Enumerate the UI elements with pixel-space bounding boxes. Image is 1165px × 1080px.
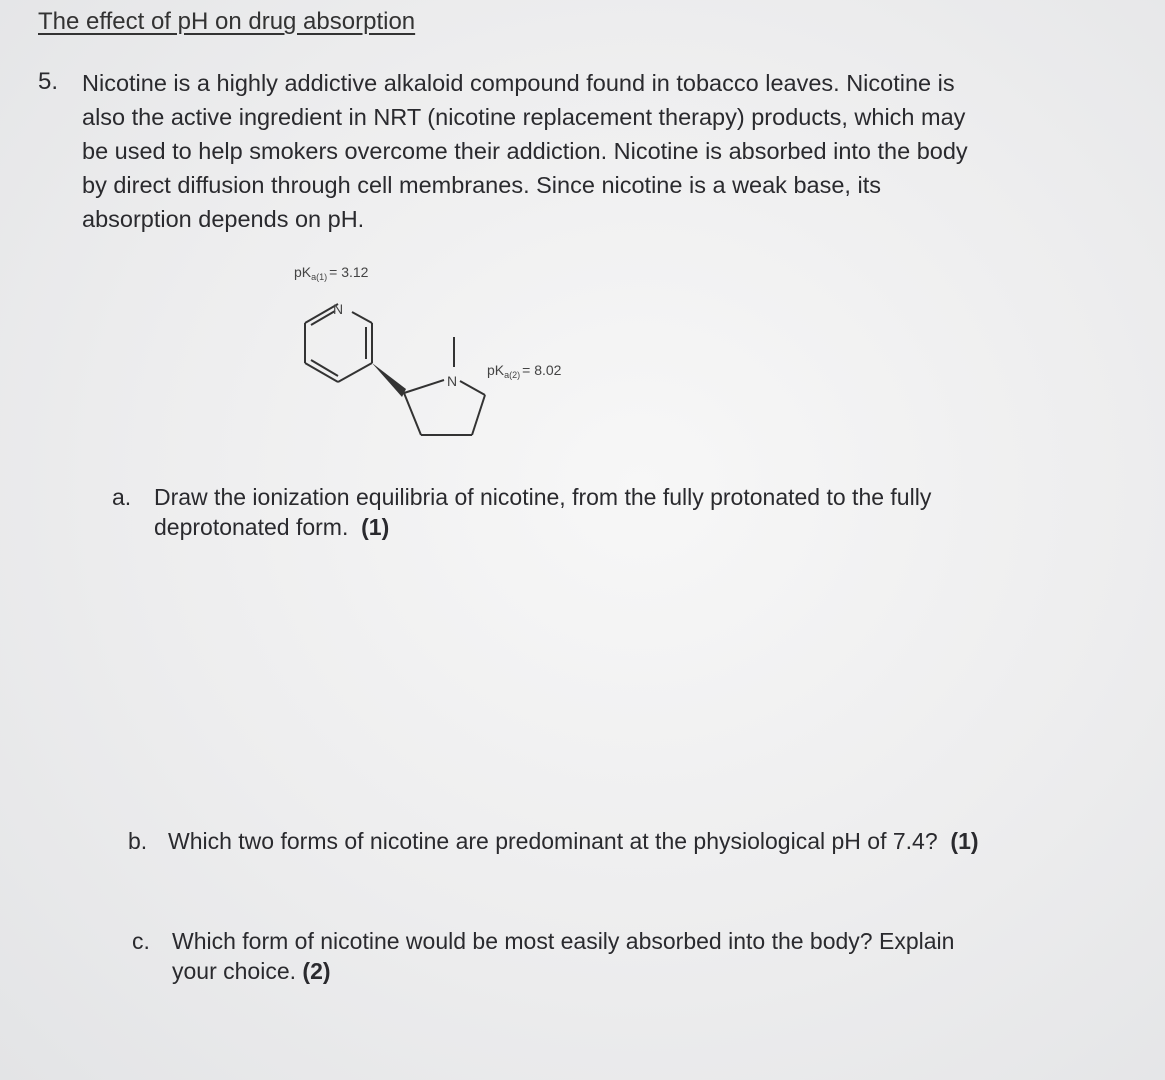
part-a-label: a. bbox=[112, 484, 132, 510]
pka1-label: $pK_{a(1)} = 3.12$ bbox=[294, 264, 369, 282]
intro-line: absorption depends on pH. bbox=[82, 206, 365, 232]
part-c-marks: (2) bbox=[302, 958, 331, 984]
part-c-line: your choice. bbox=[172, 958, 297, 984]
pyridine-n: N bbox=[332, 301, 344, 317]
pka2-label: $pK_{a(2)} = 8.02$ bbox=[487, 362, 562, 380]
question-number: 5. bbox=[38, 68, 59, 95]
intro-line: by direct diffusion through cell membranes. Since nicotine is a weak base, its bbox=[82, 172, 881, 198]
part-a-marks: (1) bbox=[361, 514, 390, 540]
intro-line: be used to help smokers overcome their addiction. Nicotine is absorbed into the body bbox=[82, 138, 968, 164]
wedge-bond bbox=[372, 363, 406, 397]
pyrrolidine-n: N bbox=[446, 373, 458, 389]
part-c-line: Which form of nicotine would be most easily absorbed into the body? Explain bbox=[172, 928, 955, 954]
part-b-marks: (1) bbox=[950, 828, 979, 854]
intro-line: also the active ingredient in NRT (nicotine replacement therapy) products, which may bbox=[82, 104, 966, 130]
nicotine-structure bbox=[280, 255, 610, 455]
pyrrolidine-ring bbox=[404, 337, 485, 435]
intro-line: Nicotine is a highly addictive alkaloid compound found in tobacco leaves. Nicotine is bbox=[82, 70, 955, 96]
part-a-line: deprotonated form. bbox=[154, 514, 349, 540]
part-c-label: c. bbox=[132, 928, 150, 954]
part-a-line: Draw the ionization equilibria of nicotine, from the fully protonated to the fully bbox=[154, 484, 932, 510]
part-b-line: Which two forms of nicotine are predominant at the physiological pH of 7.4? bbox=[168, 828, 938, 854]
question-intro bbox=[82, 66, 1092, 236]
section-title: The effect of pH on drug absorption bbox=[38, 8, 416, 35]
part-b-label: b. bbox=[128, 828, 148, 854]
